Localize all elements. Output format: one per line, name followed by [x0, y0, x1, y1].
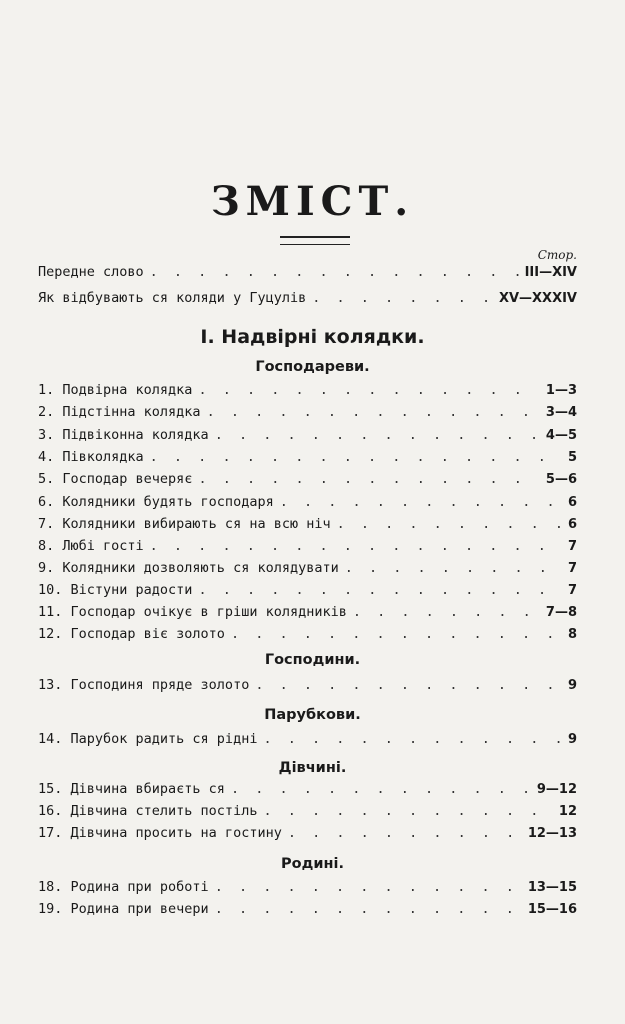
- leader-dots: [198, 382, 539, 398]
- leader-dots: [207, 404, 540, 420]
- entry-pages: 9: [567, 678, 577, 693]
- entry-pages: 6: [567, 495, 577, 510]
- entry-title: 1. Подвірна колядка: [38, 382, 193, 398]
- section-heading: Дівчині.: [278, 760, 347, 776]
- entry-title: 15. Дівчина вбираєть ся: [38, 781, 225, 797]
- entry-pages: 3—4: [545, 405, 577, 420]
- entry-pages: III—XIV: [524, 265, 577, 280]
- section-heading: Господини.: [264, 652, 361, 668]
- leader-dots: [150, 264, 519, 280]
- leader-dots: [353, 604, 540, 620]
- toc-entry: [38, 264, 577, 284]
- entry-title: 3. Підвіконна колядка: [38, 427, 209, 443]
- toc-entry: [38, 604, 577, 624]
- entry-title: 5. Господар вечеряє: [38, 471, 193, 487]
- toc-entry: [38, 901, 577, 921]
- entry-pages: XV—XXXIV: [498, 291, 577, 306]
- entry-title: 13. Господиня пряде золото: [38, 677, 250, 693]
- leader-dots: [198, 471, 539, 487]
- entry-title: 18. Родина при роботі: [38, 879, 209, 895]
- toc-entry: [38, 803, 577, 823]
- toc-entry: [38, 449, 577, 469]
- entry-title: 16. Дівчина стелить постіль: [38, 803, 258, 819]
- entry-title: 12. Господар віє золото: [38, 626, 225, 642]
- entry-pages: 13—15: [527, 880, 577, 895]
- toc-entry: [38, 677, 577, 697]
- leader-dots: [150, 538, 562, 554]
- entry-pages: 1—3: [545, 383, 577, 398]
- toc-entry: [38, 538, 577, 558]
- part-heading: І. Надвірні колядки.: [200, 326, 425, 348]
- leader-dots: [215, 879, 522, 895]
- entry-pages: 15—16: [527, 902, 577, 917]
- entry-pages: 5—6: [545, 472, 577, 487]
- toc-entry: [38, 516, 577, 536]
- leader-dots: [231, 781, 531, 797]
- entry-pages: 8: [567, 627, 577, 642]
- toc-entry: [38, 731, 577, 751]
- toc-entry: [38, 781, 577, 801]
- toc-entry: [38, 626, 577, 646]
- entry-title: 7. Колядники вибирають ся на всю ніч: [38, 516, 331, 532]
- entry-title: 17. Дівчина просить на гостину: [38, 825, 282, 841]
- toc-entry: [38, 879, 577, 899]
- leader-dots: [198, 582, 562, 598]
- entry-pages: 9—12: [536, 782, 577, 797]
- leader-dots: [345, 560, 562, 576]
- toc-entry: [38, 825, 577, 845]
- page-title: ЗМІСТ.: [210, 178, 415, 225]
- leader-dots: [263, 803, 552, 819]
- entry-title: 2. Підстінна колядка: [38, 404, 201, 420]
- entry-pages: 7—8: [545, 605, 577, 620]
- entry-pages: 7: [567, 539, 577, 554]
- toc-entry: [38, 382, 577, 402]
- toc-entry: [38, 404, 577, 424]
- leader-dots: [150, 449, 562, 465]
- leader-dots: [215, 901, 522, 917]
- entry-pages: 12: [558, 804, 577, 819]
- toc-entry: [38, 560, 577, 580]
- entry-pages: 5: [567, 450, 577, 465]
- section-heading: Господареви.: [255, 359, 370, 375]
- toc-entry: [38, 290, 577, 310]
- leader-dots: [255, 677, 562, 693]
- entry-title: Як відбувають ся коляди у Гуцулів: [38, 290, 307, 306]
- leader-dots: [215, 427, 540, 443]
- entry-title: 19. Родина при вечери: [38, 901, 209, 917]
- entry-title: 14. Парубок радить ся рідні: [38, 731, 258, 747]
- leader-dots: [231, 626, 562, 642]
- entry-title: Передне слово: [38, 264, 144, 280]
- entry-pages: 7: [567, 561, 577, 576]
- entry-pages: 9: [567, 732, 577, 747]
- entry-title: 4. Півколядка: [38, 449, 144, 465]
- entry-pages: 12—13: [527, 826, 577, 841]
- toc-entry: [38, 471, 577, 491]
- entry-pages: 7: [567, 583, 577, 598]
- entry-pages: 4—5: [545, 428, 577, 443]
- leader-dots: [263, 731, 562, 747]
- page-column-label: Стор.: [537, 248, 577, 262]
- leader-dots: [288, 825, 522, 841]
- entry-title: 9. Колядники дозволяють ся колядувати: [38, 560, 339, 576]
- toc-entry: [38, 494, 577, 514]
- toc-entry: [38, 582, 577, 602]
- section-heading: Парубкови.: [264, 707, 361, 723]
- title-rule: [280, 236, 350, 245]
- entry-title: 11. Господар очікує в гріши колядників: [38, 604, 347, 620]
- entry-title: 10. Вістуни радости: [38, 582, 193, 598]
- toc-entry: [38, 427, 577, 447]
- section-heading: Родині.: [281, 856, 344, 872]
- entry-pages: 6: [567, 517, 577, 532]
- entry-title: 6. Колядники будять господаря: [38, 494, 274, 510]
- leader-dots: [280, 494, 562, 510]
- entry-title: 8. Любі гості: [38, 538, 144, 554]
- leader-dots: [337, 516, 562, 532]
- leader-dots: [312, 290, 493, 306]
